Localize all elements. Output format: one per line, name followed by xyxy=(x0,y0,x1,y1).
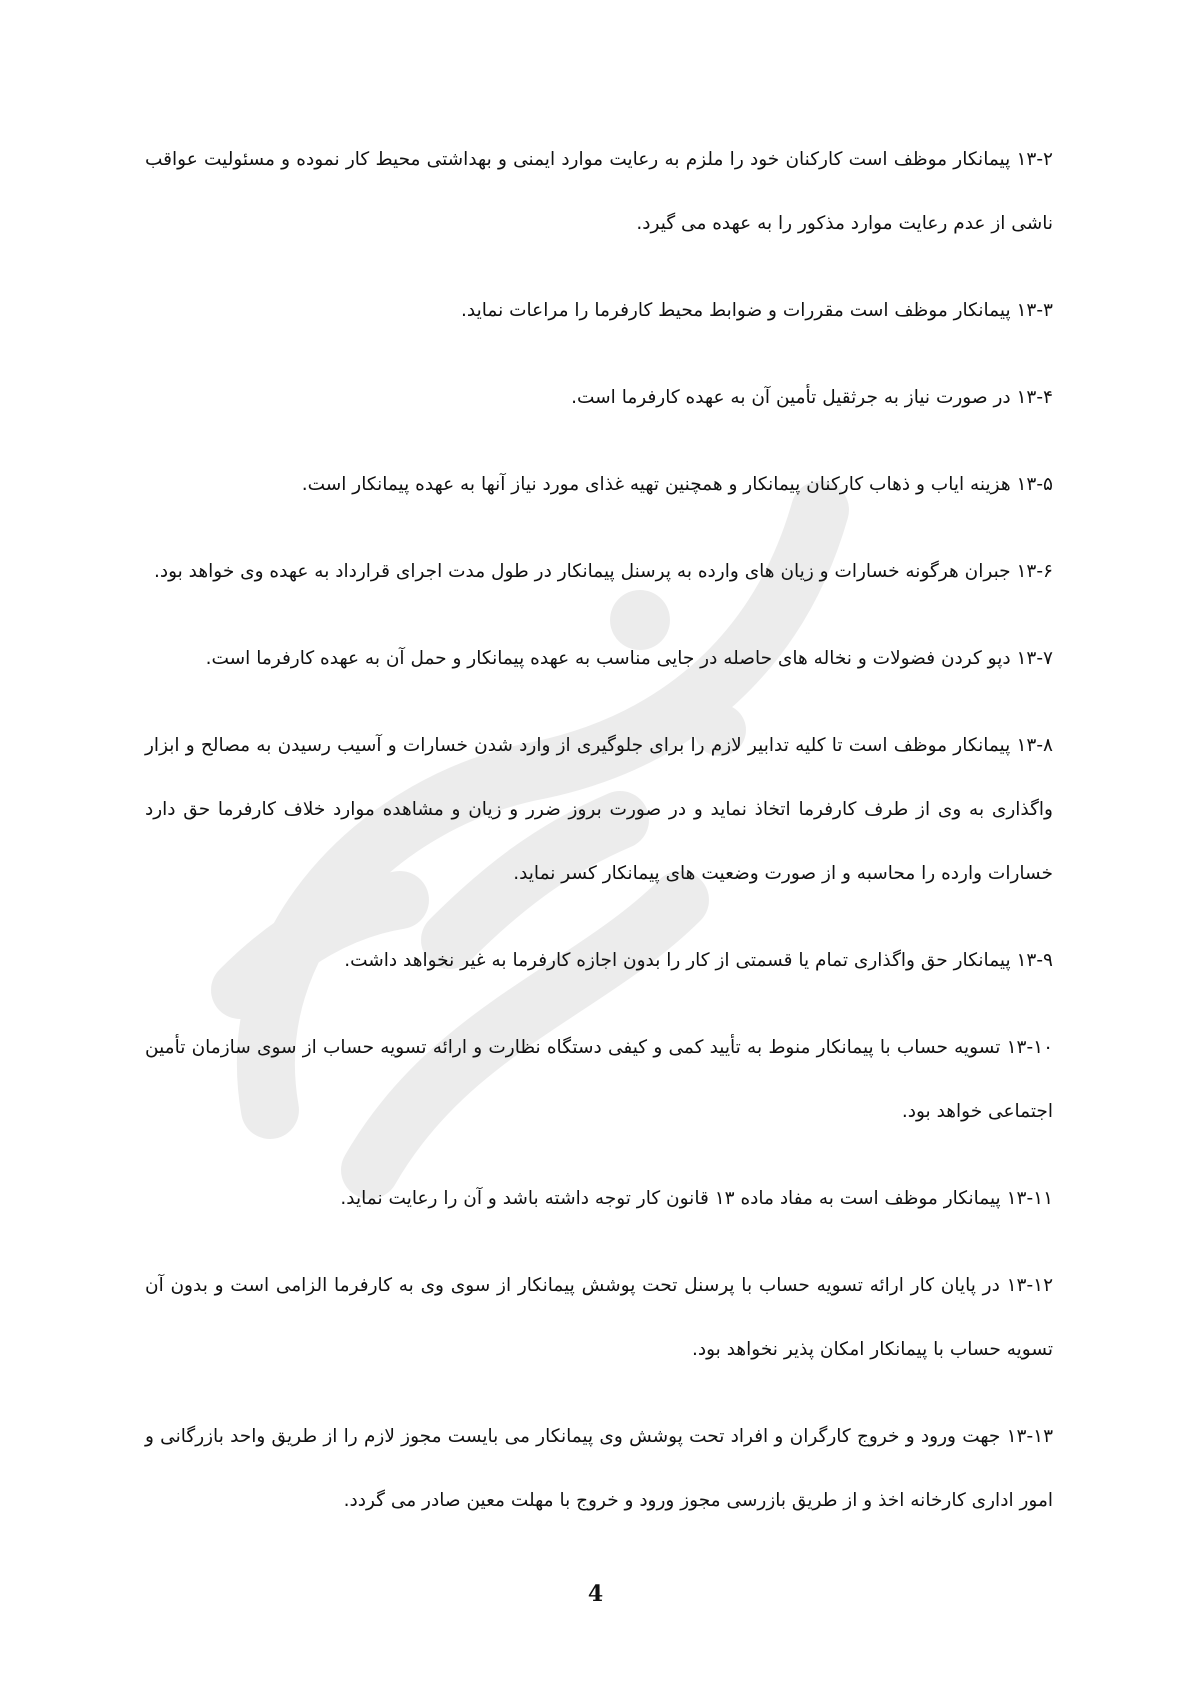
document-body xyxy=(145,128,1053,1556)
clause-13-11: ۱۳-۱۱ پیمانکار موظف است به مفاد ماده ۱۳ قانون کار توجه داشته باشد و آن را رعایت نماید. xyxy=(340,1188,1053,1209)
clause-13-8: ۱۳-۸ پیمانکار موظف است تا کلیه تدابیر لازم را برای جلوگیری از وارد شدن خسارات و آسیب رسیدن به مصالح و ابزار واگذاری به وی از طرف کارفرما اتخاذ نماید و در صورت بروز ضرر و زیان و مشاهده موارد خلاف کارفرما حق دارد خسارات وارده را محاسبه و از صورت وضعیت های پیمانکار کسر نماید. xyxy=(145,735,1053,884)
clause-13-5: ۱۳-۵ هزینه ایاب و ذهاب کارکنان پیمانکار و همچنین تهیه غذای مورد نیاز آنها به عهده پیمانکار است. xyxy=(301,474,1053,495)
clause-13-13: ۱۳-۱۳ جهت ورود و خروج کارگران و افراد تحت پوشش وی پیمانکار می بایست مجوز لازم را از طریق واحد بازرگانی و امور اداری کارخانه اخذ و از طریق بازرسی مجوز ورود و خروج با مهلت معین صادر می گردد. xyxy=(145,1426,1053,1511)
clause-13-3: ۱۳-۳ پیمانکار موظف است مقررات و ضوابط محیط کارفرما را مراعات نماید. xyxy=(461,300,1053,321)
clause-13-4: ۱۳-۴ در صورت نیاز به جرثقیل تأمین آن به عهده کارفرما است. xyxy=(571,387,1053,408)
clause-13-10: ۱۳-۱۰ تسویه حساب با پیمانکار منوط به تأیید کمی و کیفی دستگاه نظارت و ارائه تسویه حساب از سوی سازمان تأمین اجتماعی خواهد بود. xyxy=(145,1037,1053,1122)
clause-13-9: ۱۳-۹ پیمانکار حق واگذاری تمام یا قسمتی از کار را بدون اجازه کارفرما به غیر نخواهد داشت. xyxy=(344,950,1053,971)
clause-13-7: ۱۳-۷ دپو کردن فضولات و نخاله های حاصله در جایی مناسب به عهده پیمانکار و حمل آن به عهده کارفرما است. xyxy=(205,648,1053,669)
clause-13-6: ۱۳-۶ جبران هرگونه خسارات و زیان های وارده به پرسنل پیمانکار در طول مدت اجرای قرارداد به عهده وی خواهد بود. xyxy=(153,561,1053,582)
clause-13-2: ۱۳-۲ پیمانکار موظف است کارکنان خود را ملزم به رعایت موارد ایمنی و بهداشتی محیط کار نموده و مسئولیت عواقب ناشی از عدم رعایت موارد مذکور را به عهده می گیرد. xyxy=(145,149,1053,234)
page-number: 4 xyxy=(587,1581,604,1607)
clause-13-12: ۱۳-۱۲ در پایان کار ارائه تسویه حساب با پرسنل تحت پوشش پیمانکار از سوی وی به کارفرما الزامی است و بدون آن تسویه حساب با پیمانکار امکان پذیر نخواهد بود. xyxy=(145,1275,1053,1360)
